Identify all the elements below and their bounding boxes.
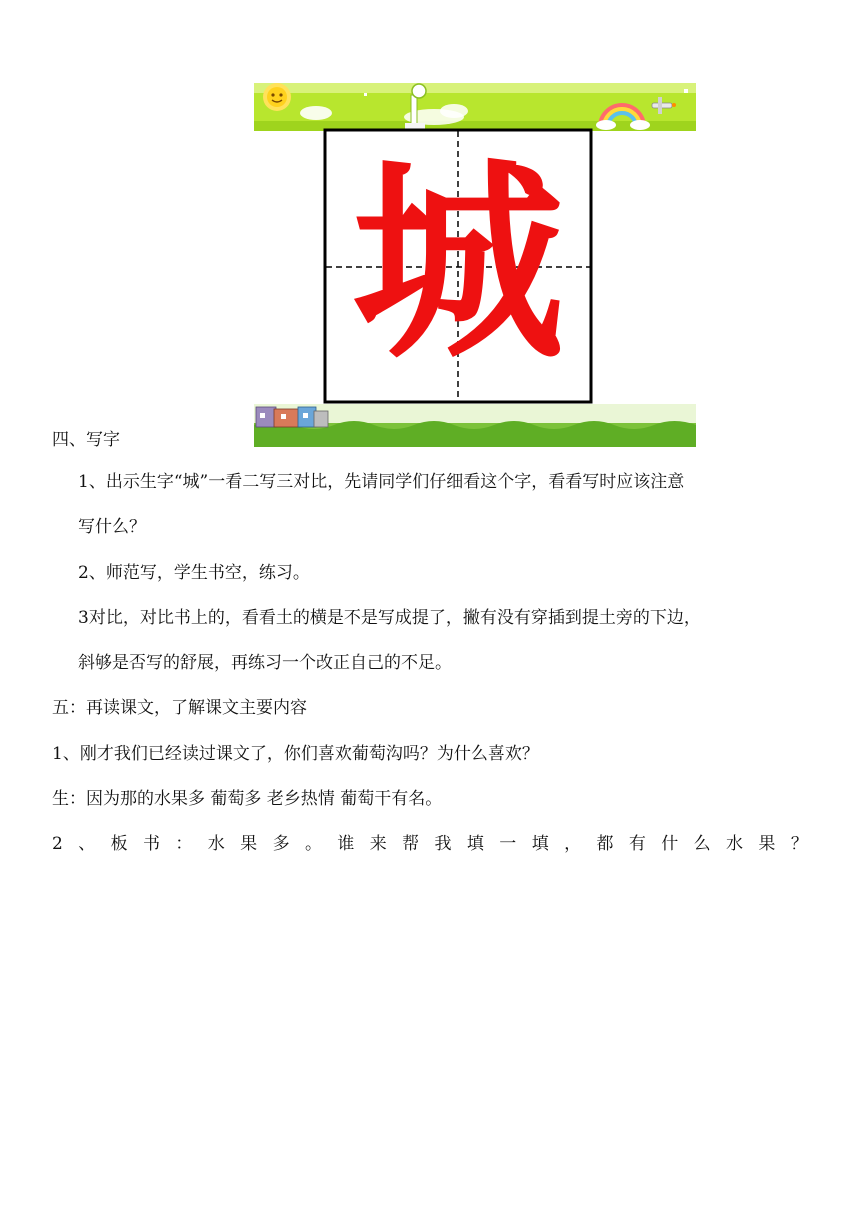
section5-heading: 五：再读课文，了解课文主要内容 [52,698,307,718]
q2-char: 水 [726,834,744,854]
q2-char: 果 [758,834,776,854]
q2-char: 水 [207,834,225,854]
answer1: 生：因为那的水果多 葡萄多 老乡热情 葡萄干有名。 [52,789,443,809]
writing-grid-illustration [254,83,696,447]
q2-char: ， [564,834,582,854]
section4-heading: 四、写字 [52,430,120,450]
question2 [52,832,808,856]
q2-char: 板 [110,834,128,854]
character-writing-figure [254,83,696,447]
item1-line2: 写什么？ [78,517,146,537]
q2-char: 来 [369,834,387,854]
q2-char: ： [175,834,193,854]
q2-char: 填 [531,834,549,854]
q2-char: 多 [272,834,290,854]
q2-char: 、 [78,834,96,854]
tianzige-grid [325,130,591,402]
q2-char: 2 [52,834,63,854]
item3-line1: 3对比，对比书上的，看看土的横是不是写成提了，撇有没有穿插到提土旁的下边， [78,608,701,628]
q2-char: 帮 [402,834,420,854]
sun-icon [263,83,291,111]
q2-char: 么 [693,834,711,854]
q2-char: 。 [304,834,322,854]
q2-char: 谁 [337,834,355,854]
q2-char: 果 [240,834,258,854]
q2-char: 什 [661,834,679,854]
item3-line2: 斜够是否写的舒展，再练习一个改正自己的不足。 [78,653,452,673]
question1: 1、刚才我们已经读过课文了，你们喜欢葡萄沟吗？为什么喜欢？ [52,744,539,764]
q2-char: 填 [466,834,484,854]
q2-char: 都 [596,834,614,854]
item1-line1: 1、出示生字“城”一看二写三对比，先请同学们仔细看这个字，看看写时应该注意 [78,472,685,492]
grid-character: 城 [352,140,564,387]
item2: 2、师范写，学生书空，练习。 [78,563,310,583]
q2-char: 有 [628,834,646,854]
q2-char: 我 [434,834,452,854]
top-banner [254,83,696,131]
q2-char: ？ [790,834,808,854]
q2-char: 书 [143,834,160,854]
q2-char: 一 [499,834,517,854]
bottom-banner [254,404,696,447]
